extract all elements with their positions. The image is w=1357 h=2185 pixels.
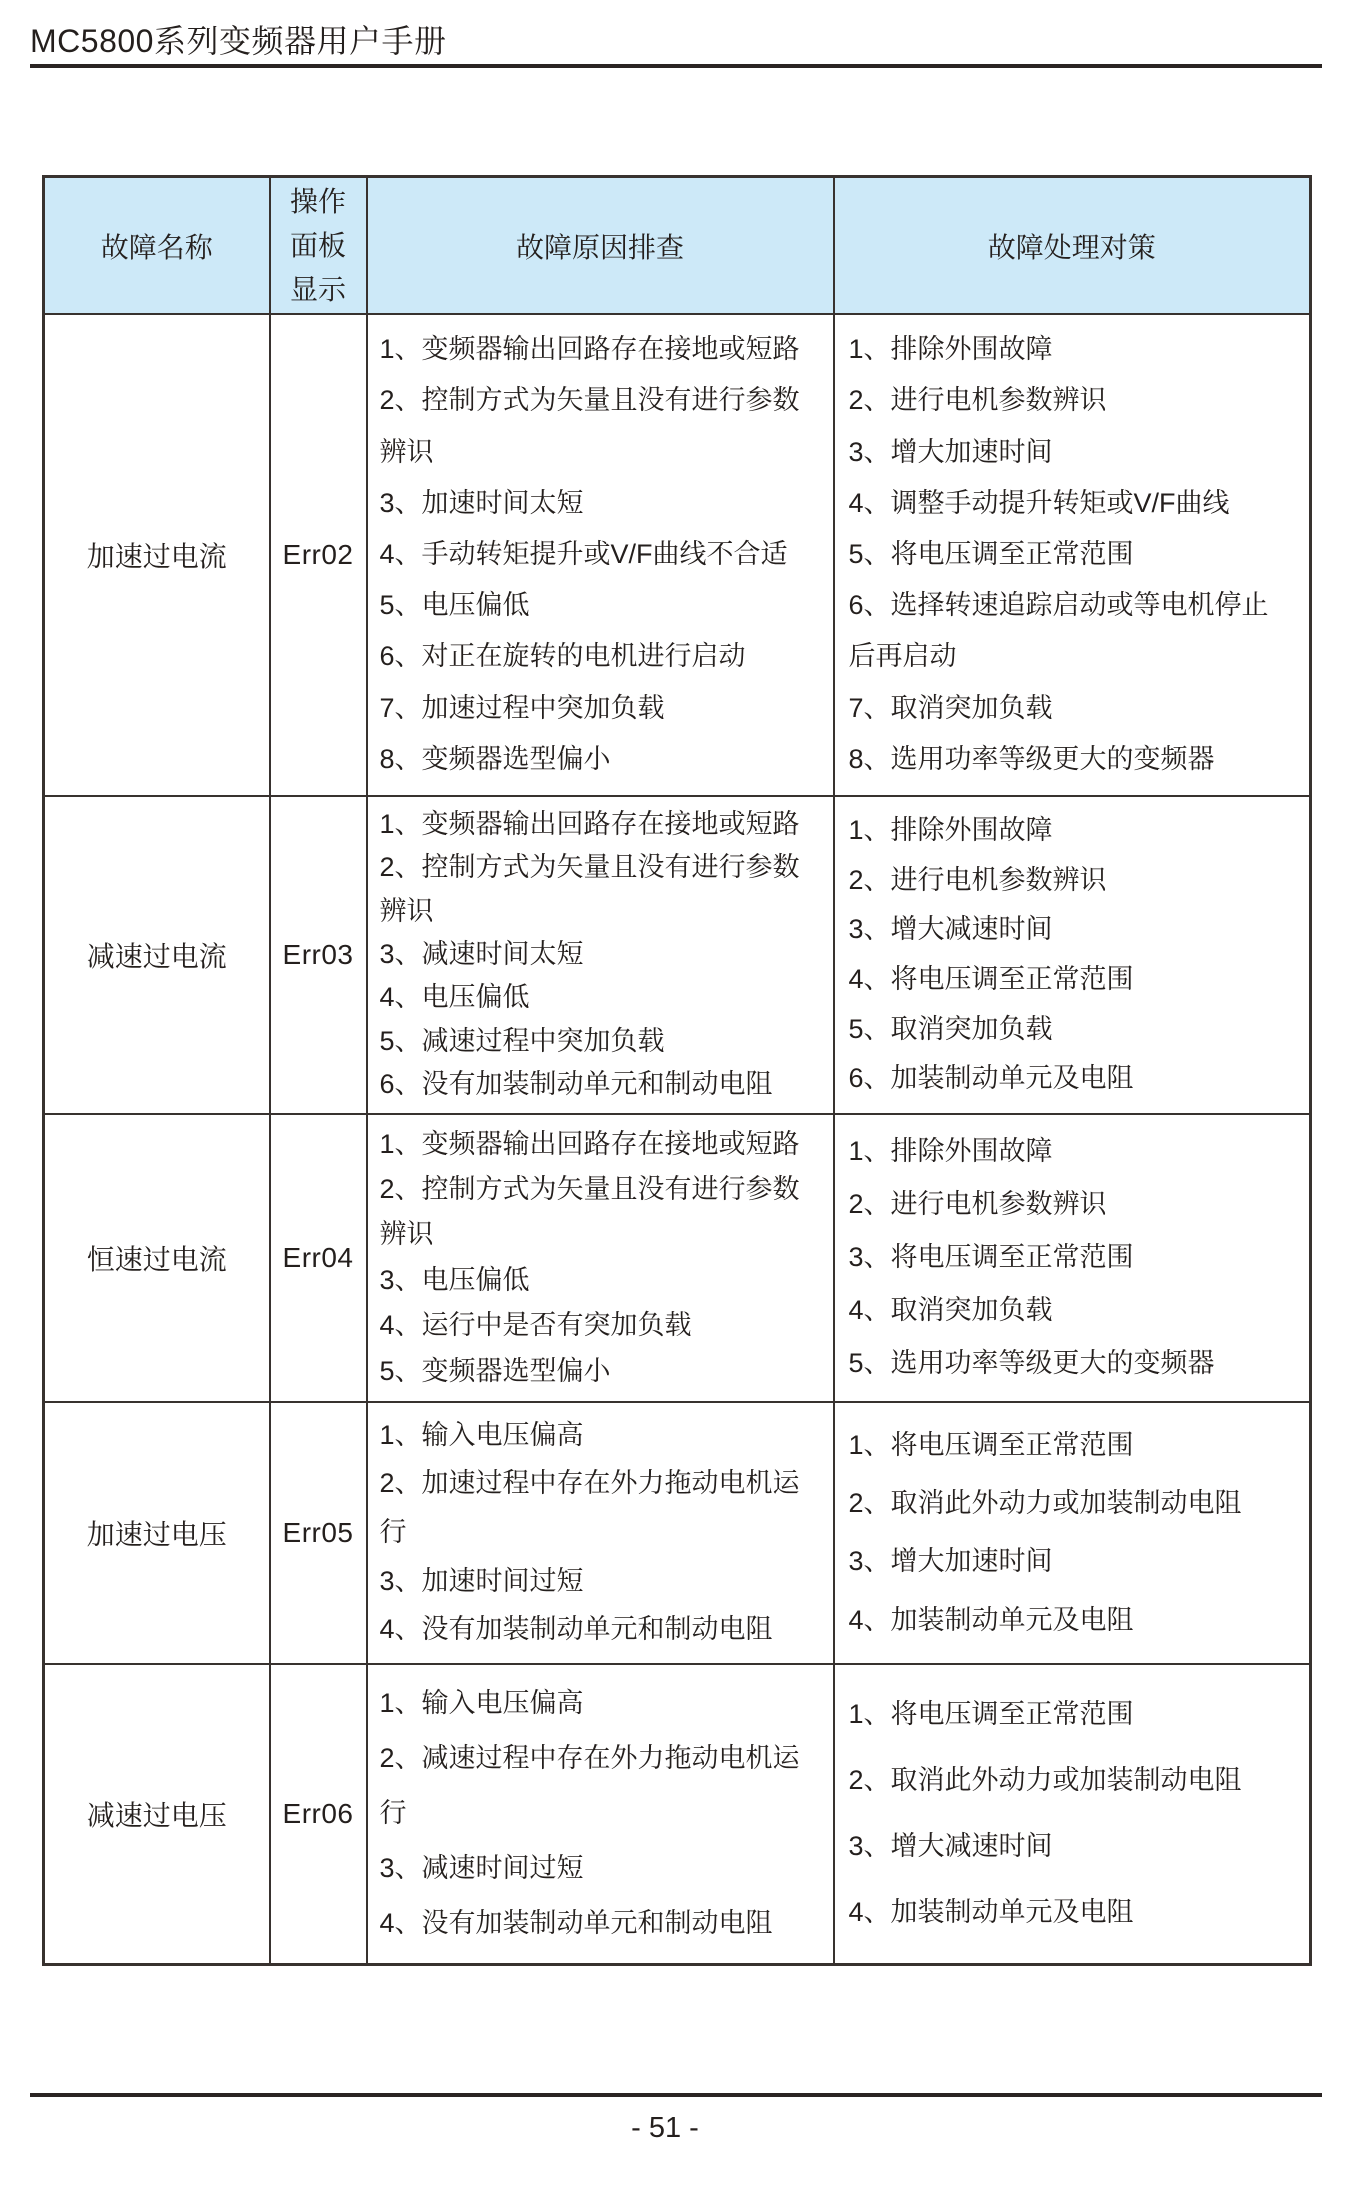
- fault-code: Err04: [270, 1114, 367, 1402]
- fault-name: 加速过电压: [44, 1402, 270, 1664]
- fault-name: 减速过电压: [44, 1664, 270, 1965]
- footer-rule: [30, 2093, 1322, 2097]
- fault-causes-lines: 1、输入电压偏高 2、加速过程中存在外力拖动电机运 行 3、加速时间过短 4、没有加装制动单元和制动电阻: [379, 1419, 800, 1645]
- fault-causes: [367, 1664, 834, 1965]
- page-number: - 51 -: [631, 2112, 699, 2144]
- fault-causes: [367, 314, 834, 796]
- fault-solutions: [834, 1664, 1311, 1965]
- fault-causes-lines: 1、变频器输出回路存在接地或短路 2、控制方式为矢量且没有进行参数 辨识 3、加速时间太短 4、手动转矩提升或V/F曲线不合适 5、电压偏低 6、对正在旋转的电机进行启动 7、加速过程中突加负载 8、变频器选型偏小: [379, 334, 800, 774]
- table-header-row: [44, 177, 1311, 315]
- table-row: [44, 796, 1311, 1114]
- header-rule: [30, 64, 1322, 68]
- fault-solutions: [834, 796, 1311, 1114]
- fault-causes: [367, 796, 834, 1114]
- fault-solutions: [834, 1402, 1311, 1664]
- table-row: [44, 1402, 1311, 1664]
- fault-causes-lines: 1、变频器输出回路存在接地或短路 2、控制方式为矢量且没有进行参数 辨识 3、减速时间太短 4、电压偏低 5、减速过程中突加负载 6、没有加装制动单元和制动电阻: [379, 808, 800, 1100]
- column-header-panel-display-lines: 操作 面板 显示: [289, 185, 346, 305]
- fault-solutions-lines: 1、将电压调至正常范围 2、取消此外动力或加装制动电阻 3、增大减速时间 4、加装制动单元及电阻: [848, 1699, 1242, 1928]
- fault-code: Err06: [270, 1664, 367, 1965]
- table-row: [44, 1664, 1311, 1965]
- table-row: [44, 1114, 1311, 1402]
- fault-causes: [367, 1402, 834, 1664]
- fault-code: Err02: [270, 314, 367, 796]
- fault-name: 加速过电流: [44, 314, 270, 796]
- fault-solutions: [834, 314, 1311, 796]
- fault-code: Err03: [270, 796, 367, 1114]
- page-title: MC5800系列变频器用户手册: [30, 23, 447, 59]
- fault-solutions-lines: 1、排除外围故障 2、进行电机参数辨识 3、将电压调至正常范围 4、取消突加负载 5、选用功率等级更大的变频器: [848, 1136, 1215, 1378]
- column-header-panel-display: [270, 177, 367, 315]
- fault-name: 减速过电流: [44, 796, 270, 1114]
- fault-solutions-lines: 1、将电压调至正常范围 2、取消此外动力或加装制动电阻 3、增大加速时间 4、加装制动单元及电阻: [848, 1429, 1242, 1635]
- fault-table: [42, 175, 1312, 1966]
- fault-name: 恒速过电流: [44, 1114, 270, 1402]
- fault-solutions: [834, 1114, 1311, 1402]
- fault-code: Err05: [270, 1402, 367, 1664]
- column-header-fault-name: 故障名称: [44, 177, 270, 315]
- column-header-cause: 故障原因排查: [367, 177, 834, 315]
- fault-causes-lines: 1、输入电压偏高 2、减速过程中存在外力拖动电机运 行 3、减速时间过短 4、没有加装制动单元和制动电阻: [379, 1688, 800, 1938]
- fault-causes: [367, 1114, 834, 1402]
- column-header-solution: 故障处理对策: [834, 177, 1311, 315]
- fault-solutions-lines: 1、排除外围故障 2、进行电机参数辨识 3、增大减速时间 4、将电压调至正常范围 5、取消突加负载 6、加装制动单元及电阻: [848, 814, 1134, 1094]
- table-row: [44, 314, 1311, 796]
- fault-solutions-lines: 1、排除外围故障 2、进行电机参数辨识 3、增大加速时间 4、调整手动提升转矩或V/F曲线 5、将电压调至正常范围 6、选择转速追踪启动或等电机停止 后再启动 7、取消突加负载 8、选用功率等级更大的变频器: [848, 334, 1269, 774]
- fault-causes-lines: 1、变频器输出回路存在接地或短路 2、控制方式为矢量且没有进行参数 辨识 3、电压偏低 4、运行中是否有突加负载 5、变频器选型偏小: [379, 1128, 800, 1386]
